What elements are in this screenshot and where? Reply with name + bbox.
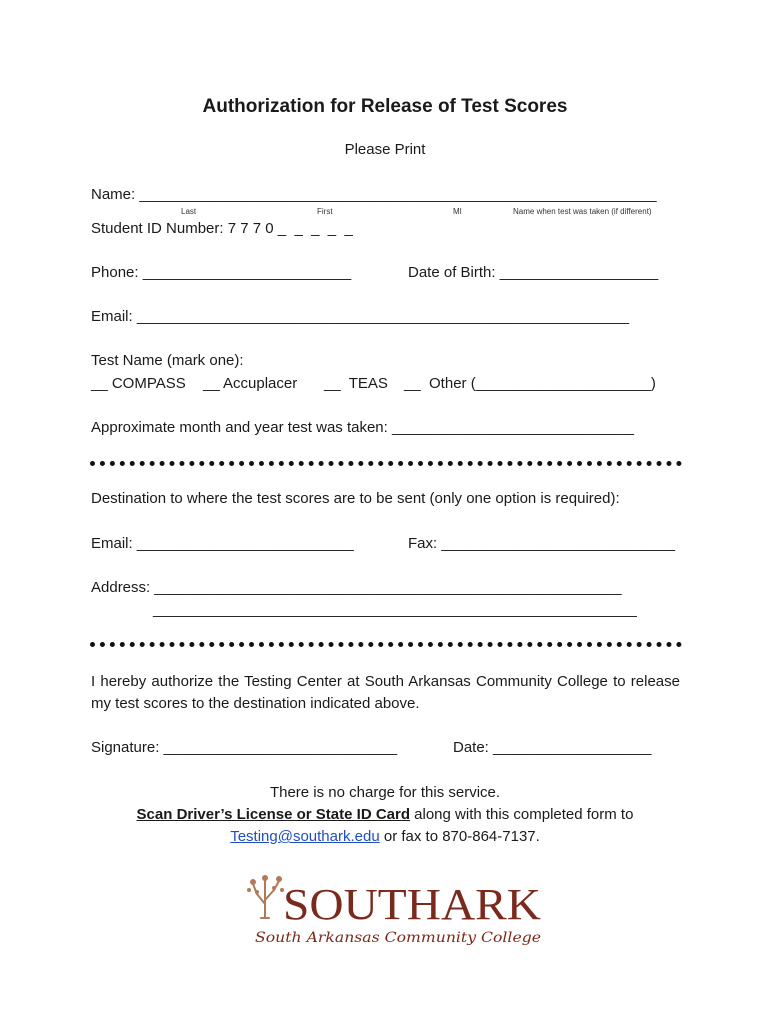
dotted-divider [90, 642, 682, 647]
destination-email-field[interactable]: Email: __________________________ [91, 535, 354, 552]
testing-email-link[interactable]: Testing@southark.edu [230, 828, 380, 845]
destination-address-line2[interactable]: __________________________________________________________ [153, 601, 637, 618]
name-sublabel-mi: MI [453, 207, 462, 216]
scan-instruction-rest: along with this completed form to [410, 806, 634, 823]
scan-instruction [0, 806, 770, 823]
option-teas[interactable]: __ TEAS [324, 375, 388, 392]
option-other[interactable]: __ Other (_____________________) [404, 375, 656, 392]
signature-field[interactable]: Signature: ____________________________ [91, 739, 398, 756]
destination-address-field[interactable]: Address: ________________________________________________________ [91, 579, 622, 596]
contact-line [0, 828, 770, 845]
signature-date-field[interactable]: Date: ___________________ [453, 739, 652, 756]
form-title: Authorization for Release of Test Scores [202, 96, 568, 117]
authorization-text: I hereby authorize the Testing Center at South Arkansas Community College to release my test scores to the destination indicated above. [91, 673, 680, 712]
no-charge-note: There is no charge for this service. [269, 784, 501, 801]
student-id-field[interactable]: Student ID Number: 7 7 7 0 _ _ _ _ _ [91, 220, 353, 237]
option-accuplacer[interactable]: __ Accuplacer [203, 375, 298, 392]
scan-instruction-bold: Scan Driver’s License or State ID Card [136, 806, 410, 823]
name-sublabel-other: Name when test was taken (if different) [513, 207, 652, 216]
logo-tagline: South Arkansas Community College [254, 930, 541, 946]
approx-date-field[interactable]: Approximate month and year test was taken: _____________________________ [91, 419, 634, 436]
name-sublabel-last: Last [181, 207, 197, 216]
dotted-divider [90, 461, 682, 466]
name-sublabel-first: First [317, 207, 333, 216]
destination-heading: Destination to where the test scores are to be sent (only one option is required): [91, 490, 620, 507]
email-field[interactable]: Email: ___________________________________________________________ [91, 308, 630, 325]
southark-logo [234, 852, 542, 946]
option-compass[interactable]: __ COMPASS [91, 375, 186, 392]
test-name-heading: Test Name (mark one): [91, 352, 244, 369]
please-print: Please Print [344, 141, 426, 158]
logo-wordmark: SOUTHARK [282, 880, 542, 929]
destination-fax-field[interactable]: Fax: ____________________________ [408, 535, 675, 552]
name-field[interactable]: Name: ______________________________________________________________ [91, 186, 657, 203]
dob-field[interactable]: Date of Birth: ___________________ [408, 264, 659, 281]
fax-number-text: or fax to 870-864-7137. [379, 828, 540, 845]
phone-field[interactable]: Phone: _________________________ [91, 264, 352, 281]
tree-icon [243, 870, 548, 954]
